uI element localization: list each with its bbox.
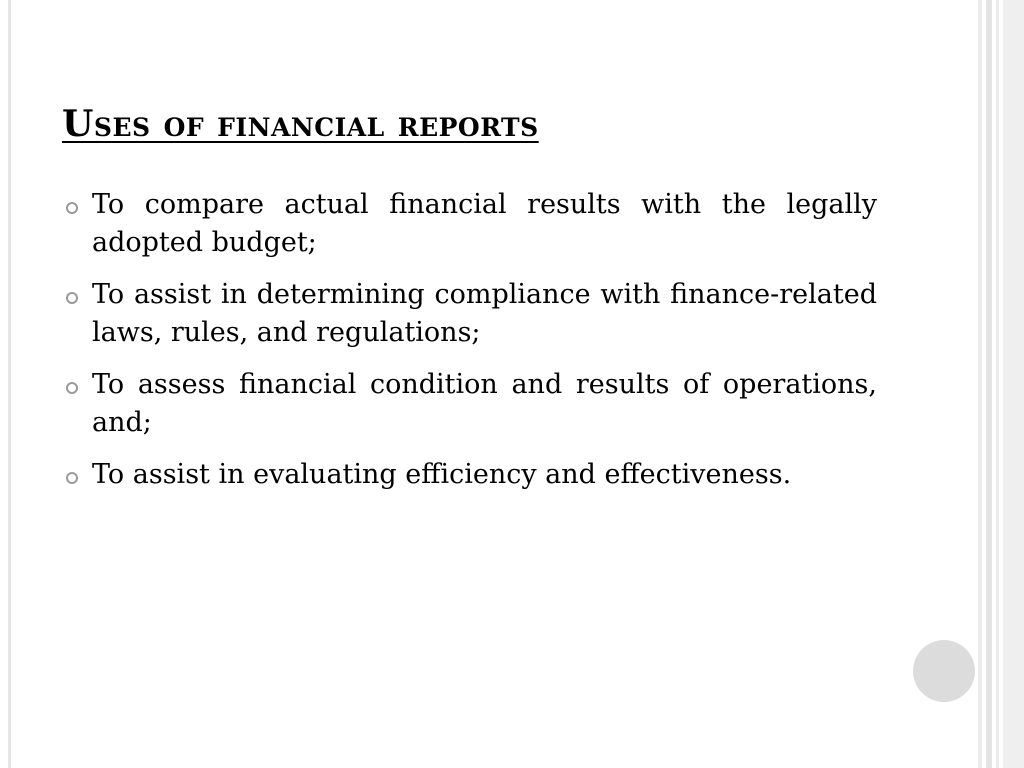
decorative-circle (913, 640, 975, 702)
bullet-item (62, 366, 877, 442)
right-decorative-band (1003, 0, 1024, 768)
bullet-circle-icon (66, 292, 78, 304)
bullet-item (62, 186, 877, 262)
right-decorative-band (978, 0, 982, 768)
right-decorative-band (996, 0, 999, 768)
bullet-text: To assist in determining compliance with finance-related laws, rules, and regulations; (92, 279, 877, 348)
bullet-item (62, 276, 877, 352)
bullet-circle-icon (66, 382, 78, 394)
slide-title: Uses of financial reports (62, 103, 539, 145)
bullet-text: To assess financial condition and results of operations, and; (92, 369, 877, 438)
bullet-circle-icon (66, 472, 78, 484)
left-border-rule (8, 0, 11, 768)
right-decorative-band (986, 0, 992, 768)
bullet-text: To compare actual financial results with the legally adopted budget; (92, 189, 877, 258)
bullet-list (62, 186, 877, 508)
bullet-text: To assist in evaluating efficiency and effectiveness. (92, 459, 792, 490)
bullet-circle-icon (66, 202, 78, 214)
bullet-item (62, 456, 877, 494)
